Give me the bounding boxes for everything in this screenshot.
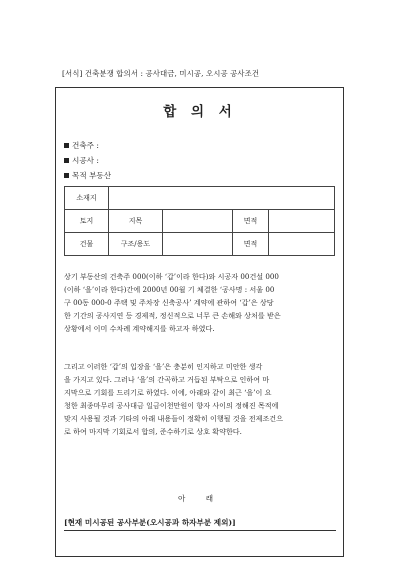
contractor-line [64,155,99,166]
paragraph-1-line: 구 00동 000-0 주택 및 주차장 신축공사’ 계약에 관하여 ‘갑’은 상당 [64,298,274,307]
land-category-value-cell[interactable] [163,210,233,233]
land-area-label: 면적 [233,210,269,233]
land-label: 토지 [65,210,109,233]
land-row [65,210,335,233]
location-row [65,187,335,210]
paragraph-2-line: 지막으로 기회를 드리기로 하였다. 이에, 아래와 같이 최근 ‘을’이 요 [64,388,272,397]
location-value-cell[interactable] [109,187,335,210]
owner-line [64,140,99,151]
building-area-value-cell[interactable] [269,233,335,256]
paragraph-2-line: 맞지 사용될 것과 기타의 아래 내용들이 정확히 이행될 것을 전제조건으 [64,414,284,423]
property-label: 목적 부동산 [72,171,112,180]
structure-value-cell[interactable] [163,233,233,256]
property-line [64,170,111,181]
paragraph-2-line: 청한 최종마무리 공사대금 일금이천만원이 향자 사이의 정해진 목적에 [64,401,279,410]
document-title: 합 의 서 [163,104,237,120]
building-row [65,233,335,256]
paragraph-1 [64,270,336,335]
terms-heading: 아 래 [177,494,223,503]
square-bullet-icon [64,173,69,178]
form-header: [서식] 건축분쟁 합의서 : 공사대금, 미시공, 오시공 공사조건 [62,69,260,78]
paragraph-1-line: 상기 부동산의 건축주 000(이하 ‘갑’이라 한다)와 시공자 00건설 000 [64,272,279,281]
owner-label: 건축주 : [72,141,99,150]
paragraph-2-line: 그리고 이러한 ‘갑’의 입장을 ‘을’은 충분히 인지하고 미안한 생각 [64,362,263,371]
structure-label: 구조/용도 [109,233,163,256]
paragraph-1-line: 상황에서 이미 수차례 계약해지를 하고자 하였다. [64,324,215,333]
paragraph-2-line: 로 하여 마지막 기회로서 합의, 준수하기로 상호 확약한다. [64,427,242,436]
contractor-label: 시공사 : [72,156,99,165]
building-area-label: 면적 [233,233,269,256]
land-area-value-cell[interactable] [269,210,335,233]
square-bullet-icon [64,143,69,148]
paragraph-2-line: 을 가지고 있다. 그러나 ‘을’의 간곡하고 거듭된 부탁으로 인하여 마 [64,375,270,384]
location-label: 소재지 [65,187,109,210]
building-label: 건물 [65,233,109,256]
section-divider [64,530,336,531]
square-bullet-icon [64,158,69,163]
paragraph-1-line: (이하 ‘을’이라 한다)간에 2000년 00월 기 체결한 ‘공사명 : 서울 00 [64,285,275,294]
paragraph-1-line: 한 기간의 공사지연 등 경제적, 정신적으로 너무 큰 손해와 상처를 받은 [64,311,281,320]
section-title: [현재 미시공된 공사부분(오시공과 하자부분 제외)] [64,518,236,527]
property-table [64,186,335,256]
paragraph-2 [64,360,336,438]
land-category-label: 지목 [109,210,163,233]
